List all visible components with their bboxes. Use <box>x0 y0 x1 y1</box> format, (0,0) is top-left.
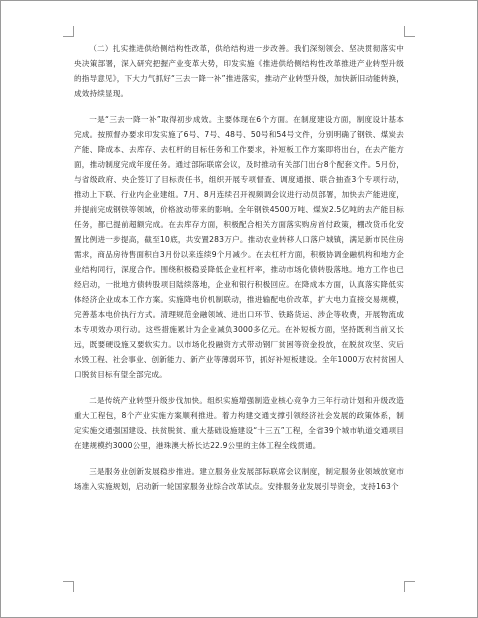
page-corner-mark-bottom-right <box>404 581 415 592</box>
page-corner-mark-top-right <box>404 26 415 37</box>
page-corner-mark-bottom-left <box>63 581 74 592</box>
paragraph-three-cuts-one-reduction: 一是“三去一降一补”取得初步成效。主要体现在6个方面。在制度建设方面，制度设计基本完成。按照督办要求印发实施了6号、7号、48号、50号和54号文件，分别明确了钢铁、煤炭去产能、降成本、去库存、去杠杆的目标任务和工作要求，补短板工作方案即将出台，在去产能方面，推动制度完成年度任务。通过部际联席会议，及时推动有关部门出台8个配套文件。5月份，与省级政府、央企签订了目标责任书，组织开展专项督查、调度通报、联合抽查3个专项行动，推动上下联、行业内企业建组。7月、8月连续召开视频调会议进行动员部署，加快去产能进度，并提前完成钢铁等领域，价格波动带来的影响。全年钢铁4500万吨、煤炭2.5亿吨的去产能目标任务，都已提前超额完成。在去库存方面，积极配合相关方面落实购房首付政策，棚改货币化安置比例进一步提高，截至10底，共安置283万户。推动农业转移人口落户城镇，满足新市民住房需求，商品房待售面积自3月份以来连续9个月减少。在去杠杆方面，积极协调金融机构和地方企业结构同行，深度合作。围绕积极稳妥降低企业杠杆率，推动市场化债转股落地。地方工作也已经启动，一批地方债转股项目陆续落地，企业和银行积极回应。在降成本方面，认真落实降低实体经济企业成本工作方案。实施降电价机制联动，推进输配电价改革，扩大电力直接交易规模，完善基本电价执行方式。清理规范金融领域、进出口环节、铁路货运、涉企等收费，开展物流成本专项效办项行动。这些措施累计为企业减负3000多亿元。在补短板方面，坚持既利当前又长远，既要硬设施又要软实力。以市场化投融资方式带动钢厂贫困等资金投放，在脱贫攻坚、灾后水毁工程、社会事业、创新能力、新产业等薄弱环节，抓好补短板建设。全年1000万农村贫困人口脱贫目标有望全部完成。 <box>74 115 404 379</box>
paragraph-supply-side-reform: （二）扎实推进供给侧结构性改革，供给结构进一步改善。我们深刻领会、坚决贯彻落实中央决策部署，深入研究把握产业变革大势，印发实施《推进供给侧结构性改革推进产业转型升级的指导意见》，下大力气抓好“三去一降一补”推进落实，推动产业转型升级，加快新旧动能转换，成效持续显现。 <box>74 44 404 98</box>
paragraph-traditional-industry-upgrade: 二是传统产业转型升级步伐加快。组织实施增强制造业核心竞争力三年行动计划和升级改造重大工程包，8个产业实施方案顺利推进。着力构建交通支撑引领经济社会发展的政策体系，制定实施交通强国建设、扶贫脱贫、重大基础设施建设“十三五”工程，全省39个城市轨道交通项目在建规模约3000公里，港珠澳大桥长达22.9公里的主体工程全线贯通。 <box>74 396 404 450</box>
paragraph-service-industry: 三是服务业创新发展稳步推进。建立服务业发展部际联席会议制度，制定服务业领域放宽市场准入实施规划，启动新一轮国家服务业综合改革试点。安排服务业发展引导资金，支持163个 <box>74 467 404 491</box>
document-body[interactable] <box>74 41 404 581</box>
page-corner-mark-top-left <box>63 26 74 37</box>
